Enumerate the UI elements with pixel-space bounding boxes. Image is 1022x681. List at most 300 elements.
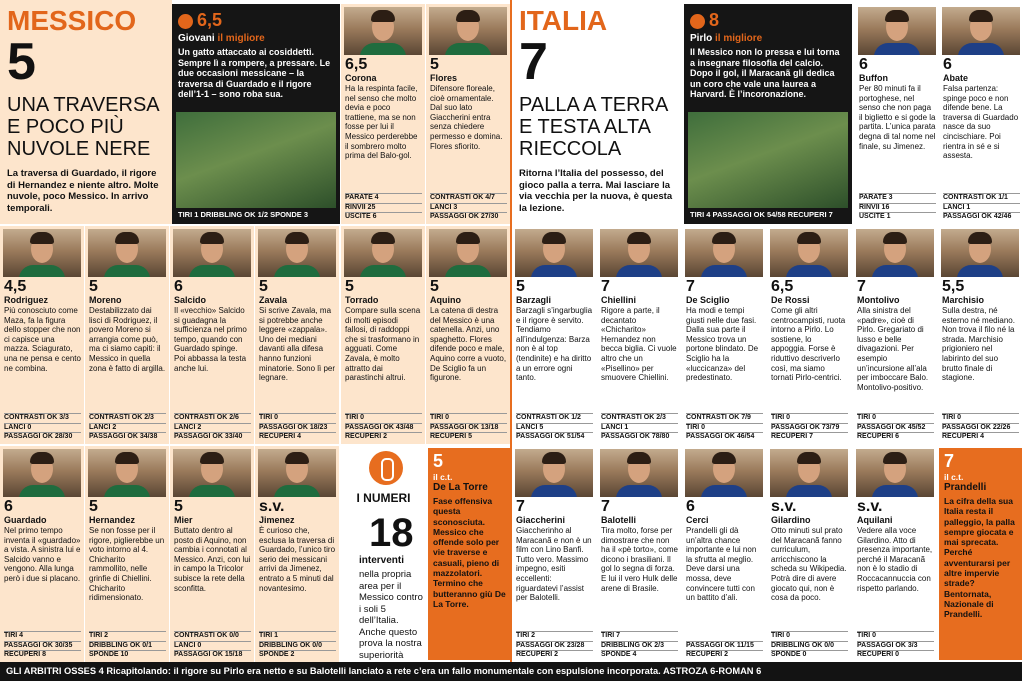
player-stat-line: PASSAGGI OK 78/80 xyxy=(601,432,678,442)
player-stat-line: PARATE 3 xyxy=(859,193,936,203)
player-photo xyxy=(685,449,763,497)
player-text: Falsa partenza: spinge poco e non difende bene. La traversa di Guardado nasce da suo cincischiare. Poi rientra in sé e si assesta. xyxy=(943,84,1019,161)
italy-best-stats: TIRI 4 PASSAGGI OK 54/58 RECUPERI 7 xyxy=(690,210,833,219)
player-stat-line: RECUPERI 4 xyxy=(942,432,1019,442)
player-stat-line: SPONDE 0 xyxy=(771,650,848,660)
italy-team-block xyxy=(512,0,684,224)
mexico-best-name: Giovani xyxy=(178,33,215,44)
player-photo-body xyxy=(445,43,491,55)
player-card xyxy=(855,4,939,224)
player-grade: 5 xyxy=(259,278,268,295)
player-grade: 4,5 xyxy=(4,278,27,295)
player-photo-body xyxy=(19,485,65,497)
player-photo xyxy=(856,229,934,277)
player-photo-body xyxy=(958,43,1004,55)
italy-summary: Ritorna l’Italia del possesso, del gioco palla a terra. Mai lasciare la via vecchia per la nuova, è questa la lezione. xyxy=(519,168,673,214)
player-stats xyxy=(516,413,593,442)
mexico-headline: UNA TRAVERSA E POCO PIÙ NUVOLE NERE xyxy=(7,94,159,160)
player-stat-line: PASSAGGI OK 30/35 xyxy=(4,641,81,651)
mexico-coach-name: De La Torre xyxy=(433,482,488,493)
player-stats xyxy=(857,413,934,442)
player-card xyxy=(426,226,510,444)
player-stat-line: TIRI 0 xyxy=(259,413,336,423)
player-stat-line: CONTRASTI OK 1/2 xyxy=(516,413,593,423)
player-card xyxy=(85,226,169,444)
player-stat-line: RECUPERI 2 xyxy=(345,432,422,442)
player-card xyxy=(341,226,425,444)
player-name: Corona xyxy=(345,73,377,83)
player-stat-line: TIRI 0 xyxy=(857,631,934,641)
player-stat-line: PASSAGGI OK 42/46 xyxy=(943,212,1020,222)
player-card xyxy=(426,4,510,224)
italy-team-name: ITALIA xyxy=(519,5,608,36)
player-text: Sulla destra, né esterno né mediano. Non trova il filo né la strada. Marchisio prigioniero nel labirinto del suo brutto finale di stagione. xyxy=(942,306,1015,383)
player-photo-body xyxy=(872,265,918,277)
player-photo-body xyxy=(616,485,662,497)
player-stats xyxy=(430,413,507,442)
player-stat-line: PASSAGGI OK 27/30 xyxy=(430,212,507,222)
player-grade: 6 xyxy=(174,278,183,295)
player-stat-line: PASSAGGI OK 43/48 xyxy=(345,423,422,433)
player-stat-line: TIRI 0 xyxy=(942,413,1019,423)
player-stat-line: RINVII 16 xyxy=(859,203,936,213)
player-photo-body xyxy=(445,265,491,277)
player-stats xyxy=(4,631,81,660)
player-stat-line: CONTRASTI OK 2/3 xyxy=(601,413,678,423)
player-name: Guardado xyxy=(4,515,47,525)
player-stats xyxy=(686,413,763,442)
rating-badge-icon xyxy=(690,14,705,29)
mexico-team-block xyxy=(0,0,172,224)
player-grade: 6,5 xyxy=(345,56,368,73)
italy-best-tag: il migliore xyxy=(715,33,763,44)
rating-badge-icon xyxy=(178,14,193,29)
player-photo xyxy=(770,229,848,277)
player-grade: s.v. xyxy=(857,498,883,515)
player-stat-line: PASSAGGI OK 46/54 xyxy=(686,432,763,442)
player-stats xyxy=(4,413,81,442)
player-stat-line: PASSAGGI OK 11/15 xyxy=(686,641,763,651)
player-photo-hair xyxy=(456,10,480,22)
player-grade: 7 xyxy=(686,278,695,295)
player-stat-line: PASSAGGI OK 23/28 xyxy=(516,641,593,651)
player-photo-hair xyxy=(542,232,566,244)
player-text: Ha modi e tempi giusti nelle due fasi. Dalla sua parte il Messico trova un portone blindato. De Sciglio ha la «luccicanza» del predestinato. xyxy=(686,306,759,383)
player-photo-body xyxy=(19,265,65,277)
player-stat-line: DRIBBLING OK 0/0 xyxy=(771,641,848,651)
player-name: Jimenez xyxy=(259,515,295,525)
player-photo-body xyxy=(189,265,235,277)
player-photo xyxy=(344,229,422,277)
player-stats xyxy=(516,631,593,660)
player-photo xyxy=(429,229,507,277)
player-stat-line: PASSAGGI OK 28/30 xyxy=(4,432,81,442)
player-card xyxy=(939,4,1022,224)
player-photo xyxy=(344,7,422,55)
player-card xyxy=(682,446,766,662)
player-grade: 6 xyxy=(859,56,868,73)
player-photo-hair xyxy=(30,232,54,244)
mexico-coach-title: il c.t. xyxy=(433,472,453,482)
player-stat-line: TIRI 7 xyxy=(601,631,678,641)
player-stat-line: CONTRASTI OK 2/3 xyxy=(89,413,166,423)
player-stat-line: CONTRASTI OK 3/3 xyxy=(4,413,81,423)
player-photo-hair xyxy=(200,232,224,244)
player-photo-body xyxy=(360,43,406,55)
player-name: Chiellini xyxy=(601,295,637,305)
player-name: Salcido xyxy=(174,295,207,305)
player-text: La catena di destra del Messico è una catenella. Anzi, uno spaghetto. Flores difende poco e male, Aquino corre a vuoto, De Sciglio fa un figurone. xyxy=(430,306,507,383)
player-photo xyxy=(258,229,336,277)
player-card xyxy=(0,226,84,444)
player-photo-body xyxy=(701,265,747,277)
player-grade: 5 xyxy=(89,278,98,295)
player-card xyxy=(767,226,851,444)
player-card xyxy=(255,446,339,662)
mexico-team-grade: 5 xyxy=(7,33,36,91)
player-photo-hair xyxy=(712,452,736,464)
player-stat-line: LANCI 2 xyxy=(89,423,166,433)
player-stat-line: PASSAGGI OK 3/3 xyxy=(857,641,934,651)
player-grade: 5 xyxy=(516,278,525,295)
player-text: Vedere alla voce Gilardino. Atto di presenza importante, perché il Maracanã non è lo stadio di Roccacannuccia con rispetto parlando. xyxy=(857,526,933,593)
player-name: Abate xyxy=(943,73,969,83)
player-stat-line: TIRI 0 xyxy=(771,413,848,423)
player-stat-line: RECUPERI 7 xyxy=(771,432,848,442)
mexico-coach-text: Fase offensiva questa sconosciuta. Messico che offende solo per vie traverse e casuali, pieno di mazzolatori. Termino che butteranno giù De La Torre. xyxy=(433,496,506,609)
player-stat-line: TIRI 0 xyxy=(857,413,934,423)
mexico-coach-grade: 5 xyxy=(433,451,444,471)
player-card xyxy=(938,226,1022,444)
mexico-coach-box xyxy=(428,448,510,660)
player-text: Nel primo tempo inventa il «guardado» a vista. A sinistra lui e Salcido vanno e vengono. Alla lunga però i due si placano. xyxy=(4,526,81,583)
player-photo-hair xyxy=(115,452,139,464)
player-stat-line: LANCI 1 xyxy=(943,203,1020,213)
player-stat-line: PASSAGGI OK 13/18 xyxy=(430,423,507,433)
player-photo-hair xyxy=(883,232,907,244)
player-text: Otto minuti sul prato del Maracanã fanno curriculum, arricchiscono la scheda su Wikipedia. Potrà dire di avere giocato qui, non è cosa da poco. xyxy=(771,526,847,603)
player-photo-hair xyxy=(200,452,224,464)
player-stats xyxy=(857,631,934,660)
player-photo-hair xyxy=(285,452,309,464)
italy-coach-text: La cifra della sua Italia resta il palleggio, la palla sempre giocata e mai sprecata. Perché avventurarsi per altre impervie strade? Bentornata, Nazionale di Prandelli. xyxy=(944,496,1015,620)
italy-best-player xyxy=(684,4,852,224)
player-stat-line: TIRI 2 xyxy=(89,631,166,641)
player-text: Buttato dentro al posto di Aquino, non cambia i connotati al Messico. Anzi, con lui in campo la Tricolor subisce la rete della sconfitta. xyxy=(174,526,251,593)
player-name: Montolivo xyxy=(857,295,900,305)
player-photo-hair xyxy=(30,452,54,464)
numbers-title: I NUMERI xyxy=(356,491,411,505)
player-stats xyxy=(686,641,763,660)
player-stats xyxy=(771,631,848,660)
player-grade: s.v. xyxy=(771,498,797,515)
player-photo-hair xyxy=(797,452,821,464)
player-name: Flores xyxy=(430,73,458,83)
numbers-value: 18 xyxy=(369,511,414,555)
player-stat-line: LANCI 0 xyxy=(174,641,251,651)
player-stats xyxy=(89,413,166,442)
player-stats xyxy=(859,193,936,222)
player-photo-hair xyxy=(627,452,651,464)
player-grade: 6 xyxy=(4,498,13,515)
player-card xyxy=(0,446,84,662)
player-stat-line: CONTRASTI OK 1/1 xyxy=(943,193,1020,203)
player-stat-line: TIRI 0 xyxy=(686,423,763,433)
player-photo-body xyxy=(786,265,832,277)
player-name: Torrado xyxy=(345,295,379,305)
player-stat-line: LANCI 5 xyxy=(516,423,593,433)
player-photo xyxy=(941,229,1019,277)
player-name: Moreno xyxy=(89,295,122,305)
player-stat-line: TIRI 0 xyxy=(771,631,848,641)
player-stats xyxy=(174,413,251,442)
mexico-summary: La traversa di Guardado, il rigore di Hernandez e niente altro. Molte nuvole, poco Messico. In arrivo temporali. xyxy=(7,168,159,214)
player-stat-line: RECUPERI 2 xyxy=(516,650,593,660)
player-stats xyxy=(259,631,336,660)
player-stat-line: RECUPERI 0 xyxy=(857,650,934,660)
italy-coach-box xyxy=(939,448,1022,660)
player-card xyxy=(512,446,596,662)
player-stat-line: PASSAGGI OK 18/23 xyxy=(259,423,336,433)
player-photo-body xyxy=(957,265,1003,277)
player-photo-hair xyxy=(285,232,309,244)
player-photo-body xyxy=(701,485,747,497)
player-photo-hair xyxy=(885,10,909,22)
player-stat-line: TIRI 0 xyxy=(345,413,422,423)
player-stats xyxy=(943,193,1020,222)
player-photo xyxy=(258,449,336,497)
player-photo xyxy=(600,449,678,497)
mexico-best-stats: TIRI 1 DRIBBLING OK 1/2 SPONDE 3 xyxy=(178,210,309,219)
player-name: Aquilani xyxy=(857,515,893,525)
player-stats xyxy=(771,413,848,442)
player-grade: 7 xyxy=(857,278,866,295)
player-text: Rigore a parte, il decantato «Chicharito» Hernandez non becca biglia. Ci vuole altro che un «Pisellino» per smuovere Chiellini. xyxy=(601,306,677,383)
player-text: Come gli altri centrocampisti, ruota intorno a Pirlo. Lo sostiene, lo appoggia. Forse è riduttivo descriverlo così, ma siamo tornati Pirlo-centrici. xyxy=(771,306,846,383)
player-photo xyxy=(515,229,593,277)
player-stat-line: CONTRASTI OK 0/0 xyxy=(174,631,251,641)
player-card xyxy=(853,446,937,662)
player-stat-line: RECUPERI 2 xyxy=(686,650,763,660)
player-name: Marchisio xyxy=(942,295,985,305)
player-photo-body xyxy=(360,265,406,277)
paperclip-icon xyxy=(369,451,403,485)
player-name: Mier xyxy=(174,515,193,525)
player-name: Aquino xyxy=(430,295,461,305)
center-divider xyxy=(510,0,512,662)
player-photo xyxy=(88,229,166,277)
player-photo-hair xyxy=(883,452,907,464)
player-photo-hair xyxy=(712,232,736,244)
player-grade: 6 xyxy=(943,56,952,73)
player-stat-line: TIRI 2 xyxy=(516,631,593,641)
italy-coach-grade: 7 xyxy=(944,451,955,471)
player-photo xyxy=(770,449,848,497)
player-grade: 5 xyxy=(89,498,98,515)
player-photo xyxy=(3,229,81,277)
player-photo-body xyxy=(274,485,320,497)
player-photo-body xyxy=(786,485,832,497)
player-photo xyxy=(942,7,1020,55)
italy-team-grade: 7 xyxy=(519,33,548,91)
player-text: Se non fosse per il rigore, piglierebbe un voto intorno al 4. Chicharito rammollito, nelle grinfie di Chiellini. Chicharito ridimensionato. xyxy=(89,526,165,603)
player-card xyxy=(255,226,339,444)
player-grade: 6 xyxy=(686,498,695,515)
player-stats xyxy=(942,413,1019,442)
player-stat-line: PASSAGGI OK 22/26 xyxy=(942,423,1019,433)
player-photo-body xyxy=(874,43,920,55)
player-name: De Sciglio xyxy=(686,295,730,305)
player-photo-body xyxy=(104,485,150,497)
player-stat-line: RECUPERI 5 xyxy=(430,432,507,442)
player-stat-line: PASSAGGI OK 33/40 xyxy=(174,432,251,442)
player-photo xyxy=(3,449,81,497)
player-photo-body xyxy=(531,265,577,277)
player-stat-line: CONTRASTI OK 4/7 xyxy=(430,193,507,203)
player-name: Hernandez xyxy=(89,515,136,525)
player-text: Barzagli s’ingarbuglia e il rigore è servito. Tendiamo all’indulgenza: Barza non è al top (tendinite) e ha diritto a un errore ogni tanto. xyxy=(516,306,593,383)
player-grade: 6,5 xyxy=(771,278,794,295)
player-stat-line: DRIBBLING OK 2/3 xyxy=(601,641,678,651)
player-photo-body xyxy=(872,485,918,497)
player-stat-line: TIRI 1 xyxy=(259,631,336,641)
player-grade: 5 xyxy=(430,56,439,73)
player-stat-line: LANCI 1 xyxy=(601,423,678,433)
player-text: Il «vecchio» Salcido si guadagna la sufficienza nel primo tempo, quando con Guardado spinge. Poi abbassa la testa anche lui. xyxy=(174,306,247,373)
player-photo xyxy=(515,449,593,497)
numbers-subtitle: interventi xyxy=(359,555,405,566)
player-stat-line: USCITE 6 xyxy=(345,212,422,222)
player-stat-line: TIRI 0 xyxy=(430,413,507,423)
italy-headline: PALLA A TERRA E TESTA ALTA RIECCOLA xyxy=(519,94,668,160)
italy-best-grade: 8 xyxy=(709,10,720,30)
player-text: Più conosciuto come Maza, fa la figura dello stopper che non ci capisce una mazza. Sciagurato, una ne pensa e cento ne combina. xyxy=(4,306,81,373)
player-card xyxy=(682,226,766,444)
mexico-best-tag: il migliore xyxy=(217,33,265,44)
player-name: Balotelli xyxy=(601,515,637,525)
player-photo-body xyxy=(531,485,577,497)
player-stat-line: PASSAGGI OK 45/52 xyxy=(857,423,934,433)
player-name: Rodriguez xyxy=(4,295,48,305)
player-photo xyxy=(685,229,763,277)
player-stat-line: CONTRASTI OK 2/6 xyxy=(174,413,251,423)
mexico-team-name: MESSICO xyxy=(7,5,137,36)
player-stat-line: DRIBBLING OK 0/0 xyxy=(259,641,336,651)
player-text: Ha la respinta facile, nel senso che molto devia e poco trattiene, ma se non fosse per lui il Messico perderebbe il sombrero molto prima del Balo-gol. xyxy=(345,84,418,161)
player-grade: 5 xyxy=(430,278,439,295)
player-stats xyxy=(174,631,251,660)
player-stat-line: LANCI 3 xyxy=(430,203,507,213)
player-card xyxy=(170,446,254,662)
player-name: De Rossi xyxy=(771,295,810,305)
player-text: Alla sinistra del «padre», cioè di Pirlo. Gregariato di lusso e belle divagazioni. Per esempio un’incursione all’ala per imboccare Balo. Montolivo-positivo. xyxy=(857,306,929,392)
player-stat-line: SPONDE 2 xyxy=(259,650,336,660)
player-text: Compare sulla scena di molti episodi fallosi, di raddoppi che si trasformano in agguati. Come Zavala, è molto attratto dai parastinchi altrui. xyxy=(345,306,421,383)
player-card xyxy=(853,226,937,444)
player-stat-line: RECUPERI 6 xyxy=(857,432,934,442)
numbers-box xyxy=(341,445,426,662)
player-text: Destabilizzato dai lisci di Rodriguez, il povero Moreno si arrangia come può, ma ci siamo capiti: il Messico in quella zona è fatto di argilla. xyxy=(89,306,166,373)
player-photo xyxy=(173,449,251,497)
player-photo xyxy=(600,229,678,277)
player-grade: 5,5 xyxy=(942,278,965,295)
match-photo xyxy=(176,112,336,208)
player-stat-line: RECUPERI 4 xyxy=(259,432,336,442)
numbers-text: nella propria area per il Messico contro i soli 5 dell’Italia. Anche questo prova la nostra superiorità xyxy=(359,569,423,661)
player-stats xyxy=(601,631,678,660)
player-grade: 5 xyxy=(174,498,183,515)
player-text: È curioso che, esclusa la traversa di Guardado, l’unico tiro serio dei messicani arrivi da Jimenez, entrato a 5 minuti dal novantesimo. xyxy=(259,526,336,593)
player-stat-line: PASSAGGI OK 73/79 xyxy=(771,423,848,433)
player-photo-hair xyxy=(797,232,821,244)
player-stat-line: USCITE 1 xyxy=(859,212,936,222)
player-stat-line: RECUPERI 8 xyxy=(4,650,81,660)
player-photo-hair xyxy=(115,232,139,244)
player-card xyxy=(597,226,681,444)
player-stat-line: LANCI 0 xyxy=(4,423,81,433)
player-photo-body xyxy=(104,265,150,277)
player-name: Barzagli xyxy=(516,295,552,305)
player-stat-line: CONTRASTI OK 7/9 xyxy=(686,413,763,423)
player-stats xyxy=(601,413,678,442)
italy-best-name: Pirlo xyxy=(690,33,713,44)
player-stats xyxy=(89,631,166,660)
player-card xyxy=(85,446,169,662)
player-stats xyxy=(259,413,336,442)
player-photo-body xyxy=(274,265,320,277)
player-card xyxy=(597,446,681,662)
match-photo xyxy=(688,112,848,208)
player-text: Giaccherinho al Maracanã e non è un film con Lino Banfi. Tutto vero. Massimo impegno, esiti eccellenti: riguardatevi l’assist per Balotelli. xyxy=(516,526,592,603)
player-stat-line: PASSAGGI OK 51/54 xyxy=(516,432,593,442)
player-photo-hair xyxy=(371,232,395,244)
player-photo-hair xyxy=(627,232,651,244)
player-text: Prandelli gli dà un’altra chance importante e lui non la sfrutta al meglio. Deve darsi una mossa, deve convincere tutti con un battito d’ali. xyxy=(686,526,757,603)
player-text: Tira molto, forse per dimostrare che non ha il «pè torto», come dicono i brasiliani. Il gol lo segna di forza. E lui il vero Hulk delle arene di Brasile. xyxy=(601,526,678,593)
player-stat-line: PASSAGGI OK 34/38 xyxy=(89,432,166,442)
player-stat-line: SPONDE 10 xyxy=(89,650,166,660)
player-stat-line: PARATE 4 xyxy=(345,193,422,203)
player-text: Per 80 minuti fa il portoghese, nel senso che non paga il biglietto e si gode la partita. L’unica parata degna di tal nome nel finale, su Jimenez. xyxy=(859,84,936,151)
player-photo-hair xyxy=(542,452,566,464)
player-grade: 7 xyxy=(601,498,610,515)
player-stats xyxy=(345,413,422,442)
player-card xyxy=(767,446,851,662)
player-photo-body xyxy=(189,485,235,497)
mexico-best-text: Un gatto attaccato ai cosiddetti. Sempre lì a rompere, a pressare. Le due occasioni messicane – la traversa di Guardado e il rigore dell’1-1 – sono roba sua. xyxy=(178,47,331,100)
player-grade: 7 xyxy=(516,498,525,515)
player-stat-line: LANCI 2 xyxy=(174,423,251,433)
player-text: Difensore floreale, cioè ornamentale. Dal suo lato Giaccherini entra senza chiedere permesso e domina. Flores sfiorito. xyxy=(430,84,503,151)
player-card xyxy=(170,226,254,444)
player-grade: s.v. xyxy=(259,498,285,515)
player-name: Gilardino xyxy=(771,515,811,525)
italy-coach-title: il c.t. xyxy=(944,472,964,482)
player-stats xyxy=(430,193,507,222)
player-card xyxy=(512,226,596,444)
player-name: Cerci xyxy=(686,515,709,525)
player-card xyxy=(341,4,425,224)
player-stat-line: SPONDE 4 xyxy=(601,650,678,660)
player-photo-body xyxy=(616,265,662,277)
player-photo xyxy=(429,7,507,55)
player-photo-hair xyxy=(969,10,993,22)
player-photo-hair xyxy=(371,10,395,22)
player-photo xyxy=(88,449,166,497)
player-photo xyxy=(173,229,251,277)
player-text: Si scrive Zavala, ma si potrebbe anche leggere «zappala». Uno dei mediani davanti alla difesa hanno funzioni minatorie. Sono lì per legnare. xyxy=(259,306,336,383)
italy-best-text: Il Messico non lo pressa e lui torna a insegnare filosofia del calcio. Dopo il gol, il Maracanã gli dedica un coro che vale una laurea a Harvard. È l’incoronazione. xyxy=(690,47,840,100)
